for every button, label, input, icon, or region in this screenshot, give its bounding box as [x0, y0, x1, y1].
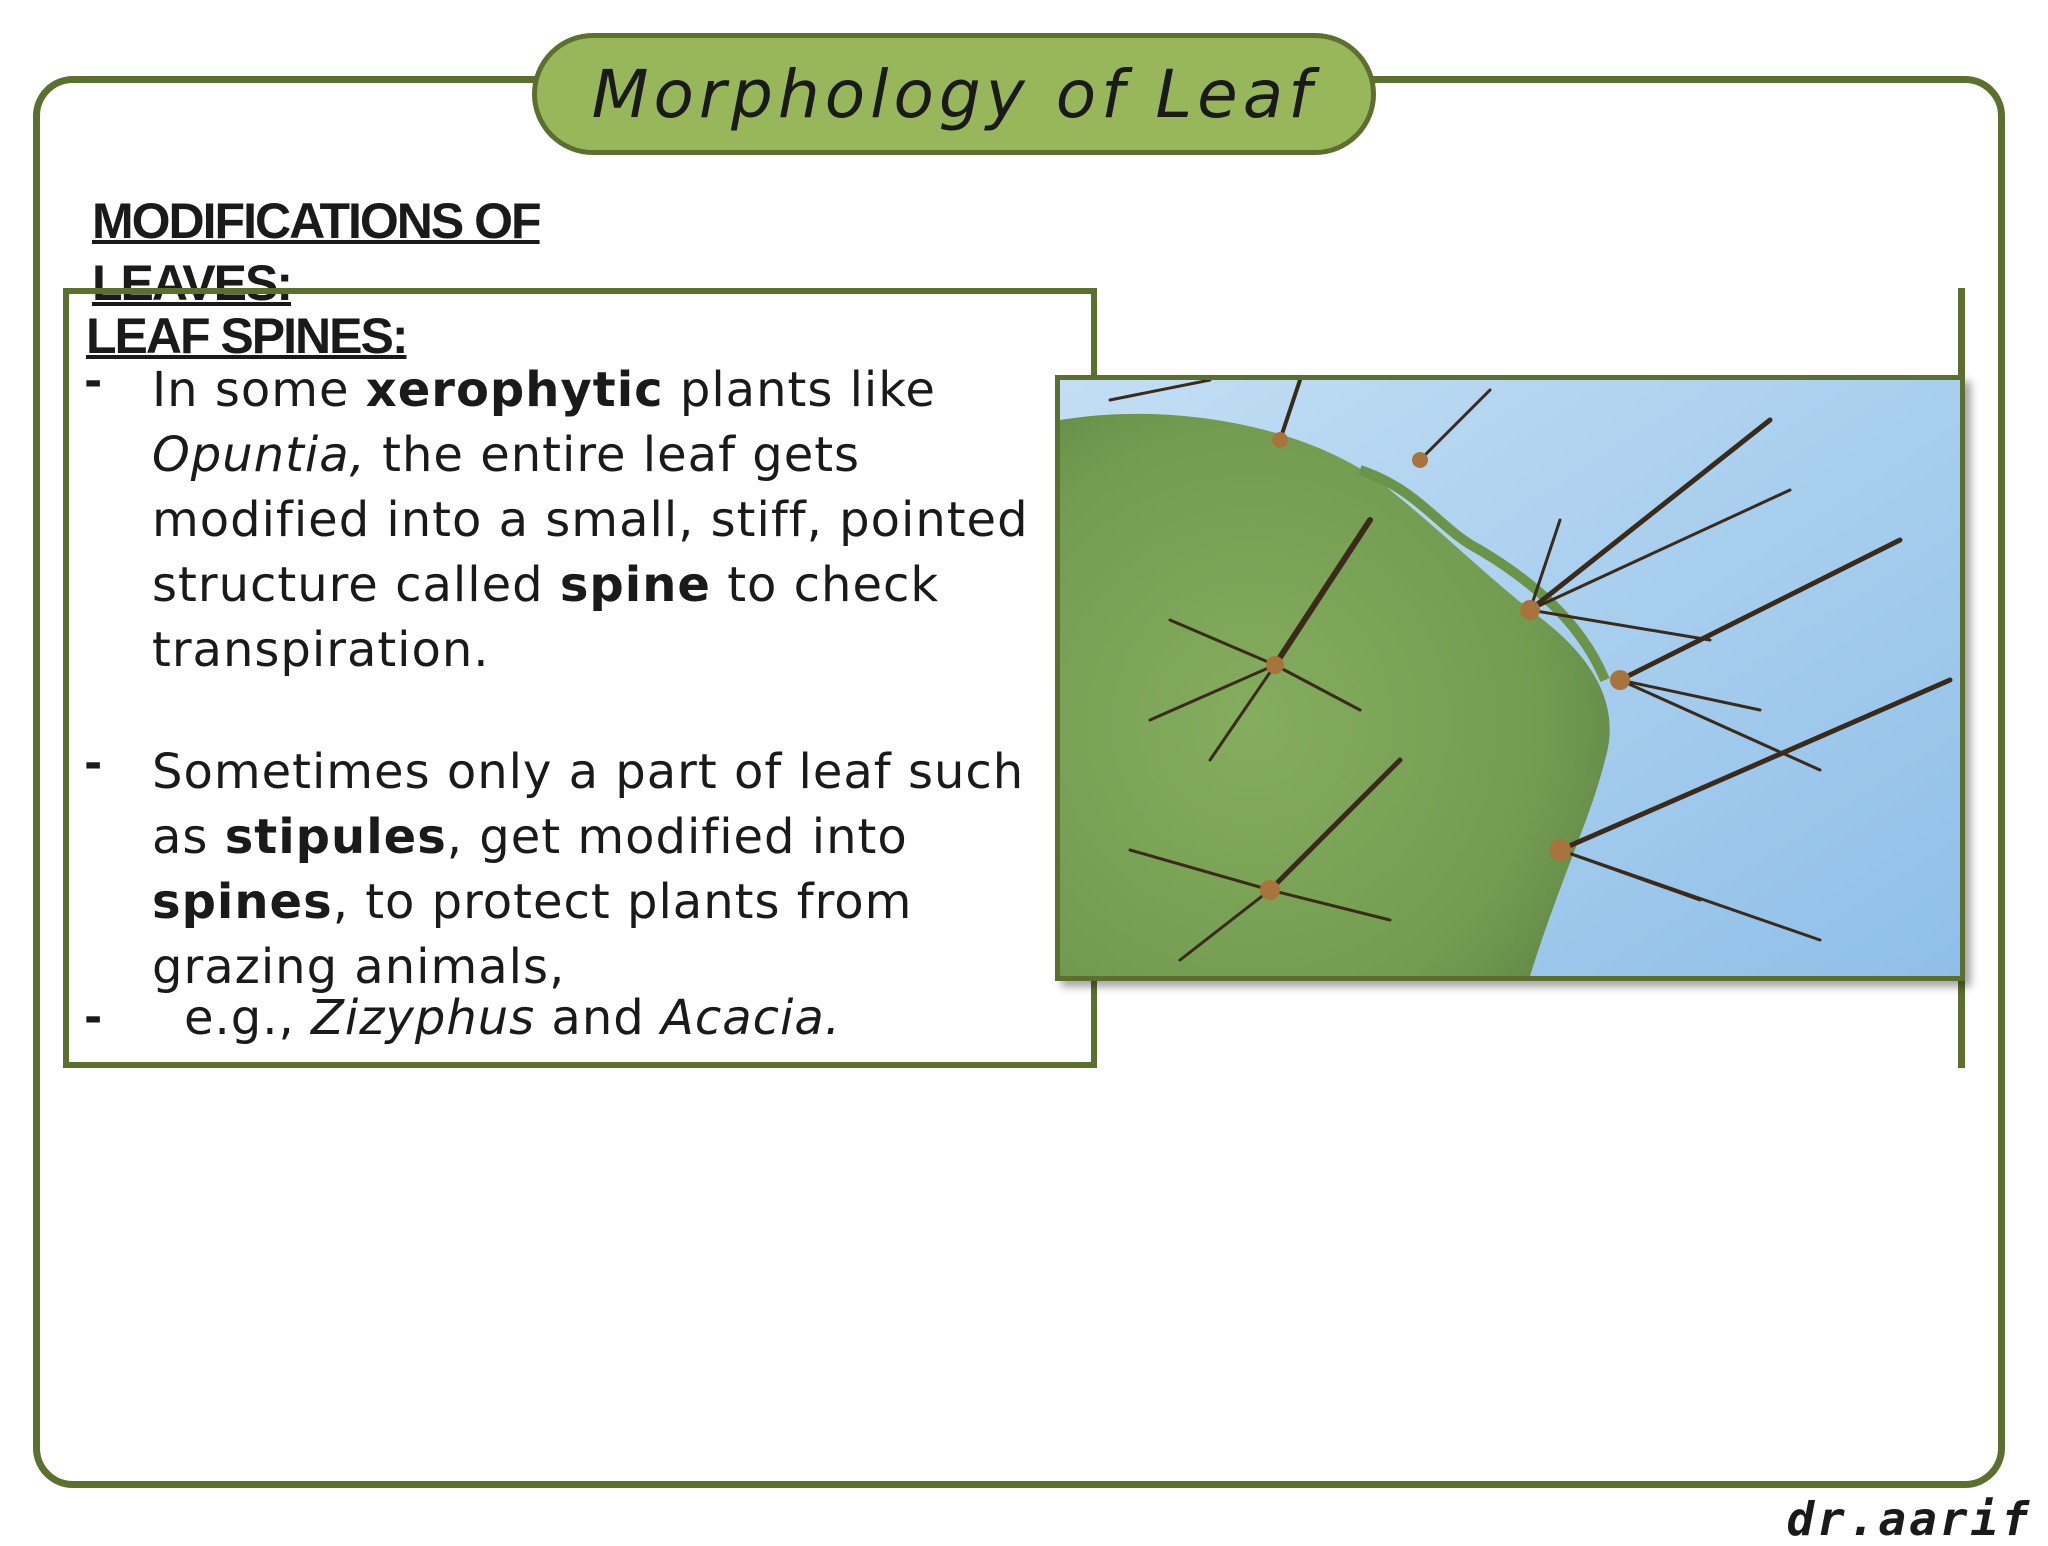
example-conjunction: and: [535, 990, 661, 1046]
cactus-spines-photo: [1055, 375, 1965, 981]
text-run: to check transpiration.: [152, 557, 940, 678]
bullet-marker: -: [84, 356, 103, 407]
bullet-paragraph-2: [152, 740, 1072, 1000]
term-xerophytic: xerophytic: [365, 362, 664, 418]
slide-title: [532, 33, 1376, 155]
example-line: [184, 988, 841, 1048]
subheading: LEAF SPINES:: [86, 308, 407, 364]
slide-title-text: Morphology of Leaf: [591, 55, 1317, 133]
author-signature: dr.aarif: [1786, 1492, 2032, 1546]
bullet-paragraph-1: [152, 358, 1072, 683]
bullet-marker: -: [84, 738, 103, 789]
text-run: , get modified into: [446, 809, 908, 865]
genus-opuntia: Opuntia,: [152, 427, 366, 483]
text-run: In some: [152, 362, 366, 418]
example-prefix: e.g.,: [184, 990, 312, 1046]
term-stipules: stipules: [224, 809, 447, 865]
bullet-marker: -: [84, 992, 103, 1043]
text-run: plants like: [663, 362, 936, 418]
text-run: , to protect plants from grazing animals,: [152, 874, 913, 995]
text-run: Sometimes only a part of leaf such as: [152, 744, 1025, 865]
genus-acacia: Acacia.: [661, 990, 842, 1046]
term-spines: spines: [152, 874, 333, 930]
section-heading: MODIFICATIONS OF LEAVES:: [92, 193, 540, 311]
genus-zizyphus: Zizyphus: [311, 990, 536, 1046]
term-spine: spine: [559, 557, 711, 613]
text-run: the entire leaf gets modified into a small, stiff, pointed structure called: [152, 427, 1029, 613]
